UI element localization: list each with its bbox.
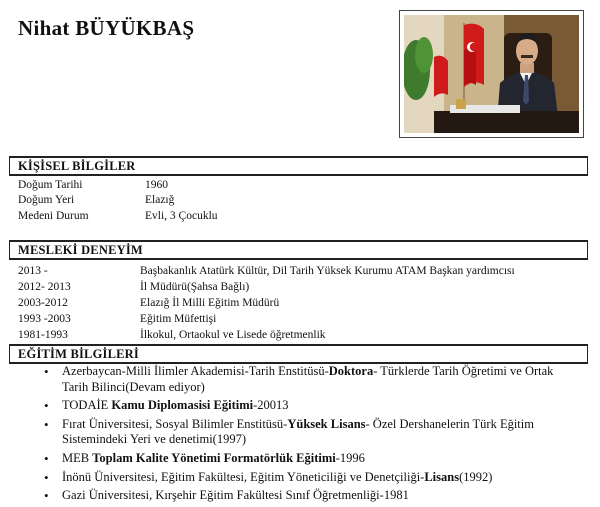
item-text: Fırat Üniversitesi, Sosyal Bilimler Enstitüsü- (62, 416, 288, 431)
list-item (40, 364, 580, 395)
item-text: MEB (62, 450, 93, 465)
experience-role: Eğitim Müfettişi (140, 313, 217, 325)
list-item (40, 398, 580, 414)
item-text: Azerbaycan-Milli İlimler Akademisi-Tarih Enstitüsü- (62, 364, 329, 378)
list-item (40, 488, 580, 504)
personal-label: Doğum Tarihi (18, 179, 83, 191)
list-item (40, 451, 580, 467)
section-header-education: EĞİTİM BİLGİLERİ (9, 344, 588, 364)
experience-role: Başbakanlık Atatürk Kültür, Dil Tarih Yüksek Kurumu ATAM Başkan yardımcısı (140, 265, 515, 277)
section-header-personal: KİŞİSEL BİLGİLER (9, 156, 588, 176)
item-emphasis: Doktora (328, 364, 374, 378)
experience-role: İlkokul, Ortaokul ve Lisede öğretmenlik (140, 329, 326, 341)
item-text: -20013 (253, 398, 289, 413)
education-list (40, 364, 580, 507)
item-emphasis: Kamu Diplomasisi Eğitimi (111, 398, 254, 413)
personal-value: Evli, 3 Çocuklu (145, 210, 218, 222)
list-item (40, 417, 580, 448)
personal-label: Doğum Yeri (18, 194, 75, 206)
item-text: - Türklerde Tarih Öğretimi ve Ortak Tarih Bilinci(Devam ediyor) (62, 364, 554, 394)
item-emphasis: Lisans (424, 469, 460, 484)
portrait-photo (399, 10, 584, 138)
experience-period: 2012- 2013 (18, 281, 71, 293)
experience-role: Elazığ İl Milli Eğitim Müdürü (140, 297, 280, 309)
list-item (40, 470, 580, 486)
item-text: Gazi Üniversitesi, Kırşehir Eğitim Fakültesi Sınıf Öğretmenliği-1981 (62, 488, 409, 503)
experience-period: 1993 -2003 (18, 313, 71, 325)
person-name: Nihat BÜYÜKBAŞ (18, 16, 195, 40)
personal-value: Elazığ (145, 194, 175, 206)
experience-period: 1981-1993 (18, 329, 68, 341)
section-header-experience: MESLEKİ DENEYİM (9, 240, 588, 260)
item-emphasis: Yüksek Lisans (287, 416, 366, 431)
experience-period: 2003-2012 (18, 297, 68, 309)
item-text: TODAİE (62, 398, 112, 413)
experience-role: İl Müdürü(Şahsa Bağlı) (140, 281, 250, 293)
item-emphasis: Toplam Kalite Yönetimi Formatörlük Eğitimi (92, 450, 336, 465)
item-text: -1996 (335, 450, 365, 465)
portrait-photo-icon (404, 15, 579, 133)
item-text: (1992) (459, 469, 493, 484)
item-text: İnönü Üniversitesi, Eğitim Fakültesi, Eğitim Yöneticiliği ve Denetçiliği- (62, 469, 425, 484)
personal-label: Medeni Durum (18, 210, 89, 222)
personal-value: 1960 (145, 179, 168, 191)
item-text: - Özel Dershanelerin Türk Eğitim Sistemindeki Yeri ve denetimi(1997) (62, 416, 534, 447)
experience-period: 2013 - (18, 265, 48, 277)
